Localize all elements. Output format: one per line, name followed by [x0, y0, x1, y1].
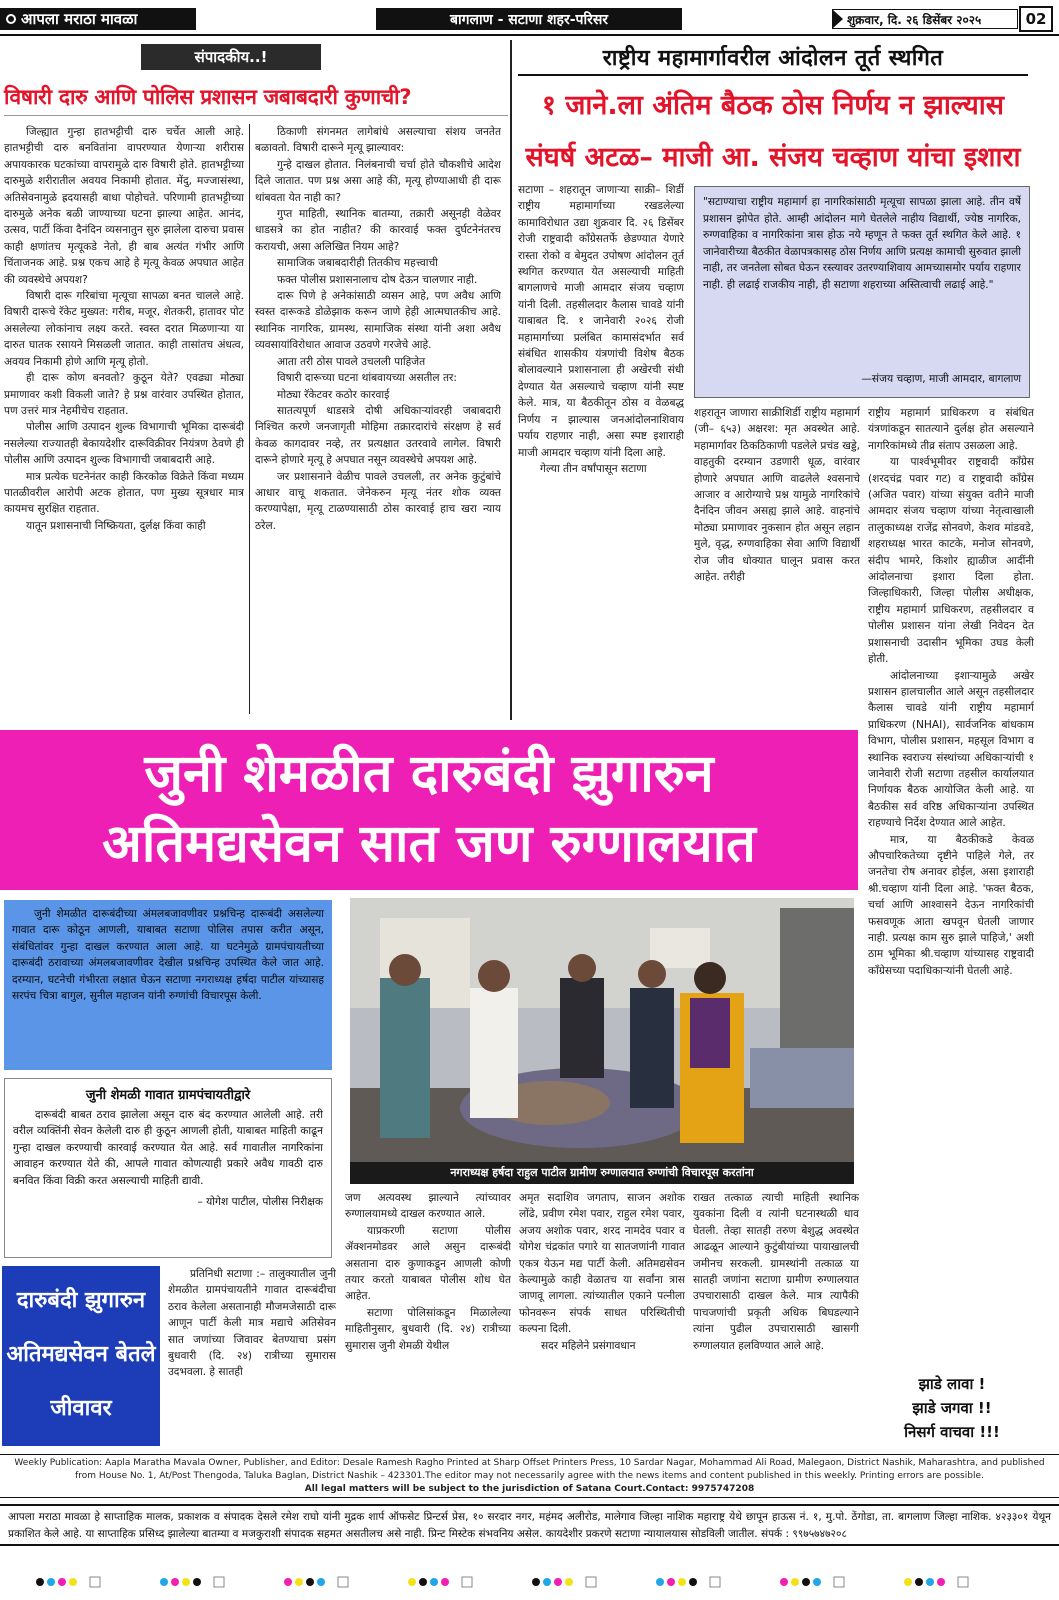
paragraph: यातून प्रशासनाची निष्क्रियता, दुर्लक्ष किंवा काही — [26, 519, 206, 532]
intro-text: जुनी शेमळीत दारूबंदीच्या अंमलबजावणीवर प्रश्नचिन्ह दारूबंदी असलेल्या गावात दारू कोठून आणली, याबाबत सटाणा पोलिस तपास करीत असून, संबंधितांवर गुन्हा दाखल करण्यात आला आहे. या घटनेमुळे ग्रामपंचायतीच्या दारूबंदी ठरावाच्या अंमलबजावणीवर देखील प्रश्नचिन्ह उपस्थित केले जात आहे. दरम्यान, घटनेची गंभीरता लक्षात घेऊन सटाणा नगराध्यक्ष हर्षदा पाटील यांच्यासह सरपंच चित्रा बागुल, सुनील महाजन यांनी रुग्णांची विचारपूस केली. — [12, 908, 324, 1003]
editorial-col-2 — [255, 124, 501, 704]
registration-dot — [667, 1578, 675, 1586]
paragraph: जर प्रशासनाने वेळीच पावले उचलली, तर अनेक कुटुंबांचे आधार वाचू शकतात. जेनेकरुन मृत्यू नंतर शोक व्यक्त करण्यापेक्षा, मृत्यू टाळण्यासाठी ठोस कारवाई हाच खरा न्याय ठरेल. — [255, 470, 501, 532]
registration-dot — [937, 1578, 945, 1586]
registration-dot — [295, 1578, 303, 1586]
editorial-col-1 — [4, 124, 244, 719]
arrow-icon — [833, 10, 843, 28]
registration-dot — [565, 1578, 573, 1586]
liquor-col-c — [519, 1190, 685, 1448]
section-divider — [510, 40, 512, 720]
paragraph: शहरातून जाणारा साक्रीशिर्डी राष्ट्रीय महामार्ग (जी– ६५३) अक्षरश: मृत अवस्थेत आहे. महामार्गावर ठिकठिकाणी पडलेले प्रचंड खड्डे, वाहतुकी दरम्यान उडणारी धूळ, वारंवार होणारे अपघात आणि वाढलेले श्वसनाचे आजार व आरोग्याचे प्रश्न यामुळे नागरिकांचे दैनंदिन जीवन असह्य झाले आहे. वाहनांचे मोठ्या प्रमाणावर नुकसान होत असून लहान मुले, वृद्ध, रुग्णवाहिका सेवा आणि विद्यार्थी रोज जीव धोक्यात घालून प्रवास करत आहेत. तरीही — [694, 407, 860, 584]
paragraph: ठिकाणी संगनमत लागेबांधे असल्याचा संशय जनतेत बळावतो. विषारी दारूने मृत्यू झाल्यावर: — [255, 126, 501, 155]
editorial-label: संपादकीय..! — [141, 44, 321, 70]
registration-dot — [689, 1578, 697, 1586]
registration-square — [338, 1577, 348, 1587]
registration-dot — [543, 1578, 551, 1586]
paragraph: फक्त पोलीस प्रशासनालाच दोष देऊन चालणार नाही. — [277, 273, 478, 286]
paragraph: विषारी दारू गरिबांचा मृत्यूचा सापळा बनत चालले आहे. विषारी दारूचे रॅकेट मुख्यत: गरीब, मजूर, शेतकरी, हातावर पोट असलेल्या लोकांनाच लक्ष्य करते. स्वस्त दरात मिळणाऱ्या या दारुत घातक रसायने मिसळली जातात. काही तासांतच अंधत्व, अवयव निकामी होणे आणि मृत्यू होतो. — [4, 290, 244, 368]
registration-dot — [678, 1578, 686, 1586]
liquor-col-d — [693, 1190, 859, 1448]
paragraph: अमृत सदाशिव जगताप, साजन अशोक लोंढे, प्रवीण रमेश पवार, राहुल रमेश पवार, अजय अशोक पवार, शरद नामदेव पवार व योगेश चंद्रकांत पगारे या सातजणांनी गावात एकत्र येऊन मद्य पार्टी केली. अतिमद्यसेवन केल्यामुळे काही वेळातच या सर्वांना त्रास जाणवू लागला. त्यांच्यातील एकाने पत्नीला फोनवरून संपर्क साधत परिस्थितीची कल्पना दिली. — [519, 1192, 685, 1336]
highway-headline-1: १ जाने.ला अंतिम बैठक ठोस निर्णय न झाल्यास — [541, 90, 1005, 121]
registration-dot — [171, 1578, 179, 1586]
paragraph: ही दारू कोण बनवतो? कुठून येते? एवढ्या मोठ्या प्रमाणावर कशी विकली जाते? हे प्रश्न वारंवार उपस्थित होतात, पण उत्तरं मात्र नेहमीचेच राहतात. — [4, 372, 244, 417]
registration-dot — [915, 1578, 923, 1586]
paragraph: दारू पिणे हे अनेकांसाठी व्यसन आहे, पण अवैध आणि स्वस्त दारूकडे डोळेझाक करून जाणे हेही आत्मघातकीच आहे. स्थानिक नागरिक, ग्रामस्थ, सामाजिक संस्था यांनी अशा अवैध व्यवसायांविरोधात आवाज उठवणे गरजेचे आहे. — [255, 290, 501, 352]
side-headline: दारुबंदी झुगारुन अतिमद्यसेवन बेतले जीवावर — [2, 1266, 160, 1446]
highway-col-1 — [518, 182, 684, 722]
paragraph: आता तरी ठोस पावले उचलली पाहिजेत — [277, 355, 426, 368]
registration-dot — [802, 1578, 810, 1586]
registration-dot — [904, 1578, 912, 1586]
paragraph: आंदोलनाच्या इशाऱ्यामुळे अखेर प्रशासन हालचालीत आले असून तहसीलदार कैलास चावडे यांनी राष्ट्रीय महामार्ग प्राधिकरण (NHAI), सार्वजनिक बांधकाम विभाग, पोलीस प्रशासन, महसूल विभाग व स्थानिक स्वराज्य संस्थांच्या अधिकाऱ्यांची १ जानेवारी रोजी सटाणा तहसील कार्यालयात निर्णायक बैठक आयोजित केली आहे. या बैठकीस सर्व वरिष्ठ अधिकाऱ्यांना उपस्थित राहण्याचे निर्देश देण्यात आले आहेत. — [868, 669, 1034, 830]
paragraph: राखत तत्काळ त्याची माहिती स्थानिक युवकांना दिली व त्यांनी घटनास्थळी धाव घेतली. तेव्हा सातही तरुण बेशुद्ध अवस्थेत आढळून आल्याने कुटुंबीयांच्या पायाखालची जमीनच सरकली. ग्रामस्थांनी तत्काळ या सातही जणांना सटाणा ग्रामीण रुग्णालयात उपचारासाठी दाखल केले. मात्र त्यापैकी पाचजणांची प्रकृती अधिक बिघडल्याने त्यांना पुढील उपचारासाठी खासगी रुग्णालयात हलविण्यात आले आहे. — [693, 1192, 859, 1352]
police-notice-box — [4, 1078, 332, 1258]
banner-line-1: जुनी शेमळीत दारुबंदी झुगारुन — [144, 744, 714, 804]
paragraph: गुन्हे दाखल होतात. निलंबनाची चर्चा होते चौकशीचे आदेश दिले जातात. पण प्रश्न असा आहे की, मृत्यू होण्याआधी ही दारू थांबवता येत नाही का? — [255, 158, 501, 204]
registration-dot — [430, 1578, 438, 1586]
slogan-line: झाडे जगवा !! — [912, 1399, 992, 1417]
highway-col-2 — [694, 405, 860, 725]
imprint-marathi: आपला मराठा मावळा हे साप्ताहिक मालक, प्रकाशक व संपादक देसले रमेश राघो यांनी मुद्रक शार्प ऑफसेट प्रिन्टर्स प्रेस, १० सरदार नगर, महंमद अलीरोड, मालेगाव जिल्हा नाशिक महाराष्ट्र येथे छापून हाऊस नं. १, मु.पो. ठेंगोडा, ता. बागलाण जिल्हा नाशिक. ४२३३०१ येथून प्रकाशित केले आहे. या साप्ताहिक प्रसिध्द झालेल्या बातम्या व मजकुराशी संपादक सहमत असतीलच असे नाही. प्रिन्ट मिस्टेक संभवनिय असेल. कायदेशीर प्रकरणे सटाणा न्यायालयास सोडविली जातील. संपर्क : ९९७५७४७२०८ — [0, 1504, 1059, 1546]
masthead-icon — [6, 14, 16, 24]
paragraph: सटाणा पोलिसांकडून मिळालेल्या माहितीनुसार, बुधवारी (दि. २४) रात्रीच्या सुमारास जुनी शेमळी येथील — [345, 1306, 511, 1352]
registration-dot — [47, 1578, 55, 1586]
highway-kicker: राष्ट्रीय महामार्गावरील आंदोलन तूर्त स्थगित — [518, 42, 1028, 76]
paragraph: जण अत्यवस्थ झाल्याने त्यांच्यावर रुग्णालयामध्ये दाखल करण्यात आले. — [345, 1192, 511, 1221]
registration-square — [710, 1577, 720, 1587]
registration-dot — [58, 1578, 66, 1586]
registration-dot — [69, 1578, 77, 1586]
paragraph: सदर महिलेने प्रसंगावधान — [541, 1339, 636, 1352]
registration-dot — [408, 1578, 416, 1586]
headline-banner — [0, 730, 858, 890]
registration-dot — [554, 1578, 562, 1586]
registration-dot — [656, 1578, 664, 1586]
section-label: बागलाण - सटाणा शहर-परिसर — [376, 8, 682, 30]
registration-dot — [791, 1578, 799, 1586]
registration-square — [958, 1577, 968, 1587]
masthead-text: आपला मराठा मावळा — [21, 10, 138, 28]
paragraph: या पार्श्वभूमीवर राष्ट्रवादी कॉंग्रेस (शरदचंद्र पवार गट) व राष्ट्रवादी कॉंग्रेस (अजित पवार) यांच्या संयुक्त वतीने माजी आमदार संजय चव्हाण यांच्या नेतृत्वाखाली तालुकाध्यक्ष राजेंद्र सोनवणे, केशव मांडवडे, शहराध्यक्ष भारत काटके, मनोज सोनवणे, संदीप भामरे, किशोर ह्याळीज आदींनी आंदोलनाचा इशारा दिला होता. जिल्हाधिकारी, जिल्हा पोलीस अधीक्षक, राष्ट्रीय महामार्ग प्राधिकरण, तहसीलदार व पोलीस प्रशासन यांना लेखी निवेदन देत प्रशासनाची उदासीन भूमिका उघड केली होती. — [868, 456, 1034, 666]
paragraph: गेल्या तीन वर्षांपासून सटाणा — [540, 462, 647, 475]
registration-dot — [193, 1578, 201, 1586]
quote-box — [694, 186, 1030, 398]
imprint-english — [0, 1454, 1059, 1498]
registration-dot — [441, 1578, 449, 1586]
highway-headline-2: संघर्ष अटळ– माजी आ. संजय चव्हाण यांचा इशारा — [525, 142, 1021, 173]
paragraph: मात्र प्रत्येक घटनेनंतर काही किरकोळ विक्रेते किंवा मध्यम पातळीवरील आरोपी अटक होतात, पण मुख्य सूत्रधार मात्र कायमच सुरक्षित राहतात. — [4, 470, 244, 516]
highway-col-3 — [868, 405, 1034, 1435]
notice-title: जुनी शेमळी गावात ग्रामपंचायतीद्वारे — [85, 1088, 251, 1103]
column-divider — [249, 124, 250, 714]
paragraph: पोलीस आणि उत्पादन शुल्क विभागाची भूमिका दारूबंदी नसलेल्या राज्यातही बेकायदेशीर दारूविक्रीवर नियंत्रण ठेवणे ही पोलीस आणि उत्पादन शुल्क विभागाची जबाबदारी आहे. — [4, 421, 244, 467]
issue-date — [832, 9, 1018, 29]
paragraph: मात्र, या बैठकीकडे केवळ औपचारिकतेच्या दृष्टीने पाहिले गेले, तर जनतेचा रोष अनावर होईल, असा इशाराही श्री.चव्हाण यांनी दिला आहे. 'फक्त बैठक, चर्चा आणि आश्वासने देऊन नागरिकांची फसवणूक आता खपवून घेतली जाणार नाही. प्रत्यक्ष काम सुरु झाले पाहिजे,' अशी ठाम भूमिका श्री.चव्हाण यांच्यासह राष्ट्रवादी कॉंग्रेसच्या पदाधिकाऱ्यांनी घेतली आहे. — [868, 833, 1034, 977]
registration-square — [586, 1577, 596, 1587]
notice-sign: – योगेश पाटील, पोलीस निरीक्षक — [197, 1196, 323, 1209]
registration-dot — [813, 1578, 821, 1586]
slogan-line: झाडे लावा ! — [918, 1375, 986, 1393]
paragraph: याप्रकरणी सटाणा पोलीस ॲक्शनमोडवर आले असुन दारूबंदी असताना दारु कुणाकडून आणली कोणी तयार करतो याबाबत पोलीस शोध घेत आहेत. — [345, 1224, 511, 1303]
print-registration-strip — [0, 1548, 1059, 1600]
imprint-english-text: Weekly Publication: Aapla Maratha Mavala Owner, Publisher, and Editor: Desale Ramesh Ragho Printed at Sharp Offset Printers Press, 10 Sardar Nagar, Mohammad Ali Road, Malegaon, District Nashik, Maharashtra, and published from House No. 1, At/Post Thengoda, Taluka Baglan, District Nashik – 423301.The editor may not necessarily agree with the news items and content published in this weekly. Printing errors are possible. — [14, 1458, 1045, 1481]
registration-dot — [160, 1578, 168, 1586]
registration-dot — [926, 1578, 934, 1586]
intro-box — [4, 900, 332, 1070]
page-header — [0, 0, 1059, 36]
notice-text: दारूबंदी बाबत ठराव झालेला असून दारु बंद करण्यात आलेली आहे. तरी वरील व्यक्तिंनी सेवन केलेली दारु ही कुठून आणली होती, याबाबत माहिती काढून गुन्हा दाखल करण्याची कारवाई करण्यात येत आहे. सर्व गावातील नागरिकांना आवाहन करण्यात येते की, आपले गावात कोणत्याही प्रकारे अवैध गावठी दारु बनवित किंवा विक्री करत असल्याची माहिती द्यावी. — [13, 1109, 323, 1187]
registration-square — [214, 1577, 224, 1587]
registration-dot — [532, 1578, 540, 1586]
paragraph: सामाजिक जबाबदारीही तितकीच महत्त्वाची — [277, 257, 438, 270]
masthead-label — [0, 8, 196, 30]
issue-date-text: शुक्रवार, दि. २६ डिसेंबर २०२५ — [847, 12, 982, 27]
paragraph: सटाणा – शहरातून जाणाऱ्या साक्री– शिर्डी राष्ट्रीय महामार्गाच्या रखडलेल्या कामाविरोधात उद्या शुक्रवार दि. २६ डिसेंबर रोजी राष्ट्रवादी कॉंग्रेसतर्फे छेडण्यात येणारे रास्ता रोको व बेमुदत उपोषण आंदोलन तूर्त स्थगित करण्यात येत असल्याची माहिती बागलाणचे माजी आमदार संजय चव्हाण यांनी दिली. तहसीलदार कैलास चावडे यांनी याबाबत दि. १ जानेवारी २०२६ रोजी महामार्गाच्या प्रलंबित कामासंदर्भात सर्व संबंधित शासकीय यंत्रणांची विशेष बैठक बोलावल्याने प्रशासनाला ही अखेरची संधी देण्यात येत असल्याचे चव्हाण यांनी स्पष्ट केले. मात्र, या बैठकीतून ठोस व वेळबद्ध निर्णय न झाल्यास जनआंदोलनाशिवाय पर्याय राहणार नाही, असा स्पष्ट इशाराही माजी आमदार चव्हाण यांनी दिला आहे. — [518, 184, 684, 459]
liquor-col-a — [168, 1266, 336, 1446]
hospital-photo — [350, 898, 854, 1162]
paragraph: राष्ट्रीय महामार्ग प्राधिकरण व संबंधित यंत्रणांकडून सातत्याने दुर्लक्ष होत असल्याने नागरिकांमध्ये तीव्र संताप उसळला आहे. — [868, 407, 1034, 452]
slogan-box — [868, 1372, 1036, 1450]
paragraph: जिल्ह्यात गुन्हा हातभट्टीची दारु चर्चेत आली आहे. हातभट्टीची दारु बनवितांना वापरण्यात येणाऱ्या शरीरास अपायकारक घटकांच्या वापरामुळे दारु विषारी होते. हातभट्टीच्या दारुमुळे शरीरातील अवयव निकामी होतात. मेंदु, मज्जासंस्था, अतिसेवनामुळे ह्रदयासही बाधा पोहोचते. परिणामी हातभट्टीच्या दारुमुळे अनेक बळी जाण्याच्या घटना झाल्या आहेत. आनंद, उत्सव, पार्टी किंवा दैनंदिन व्यसनातुन सुरु झालेला दारुचा प्रवास काही क्षणांतच मृत्यूकडे नेतो, ही बाब अत्यंत गंभीर आणि चिंताजनक आहे. प्रश्न एकच आहे हे मृत्यू केवळ अपघात आहेत की व्यवस्थेचे अपयश? — [4, 126, 244, 286]
registration-square — [462, 1577, 472, 1587]
registration-dot — [36, 1578, 44, 1586]
liquor-col-b — [345, 1190, 511, 1448]
paragraph: मोठ्या रॅकेटवर कठोर कारवाई — [277, 388, 390, 401]
slogan-line: निसर्ग वाचवा !!! — [904, 1423, 1000, 1441]
registration-square — [90, 1577, 100, 1587]
hospital-photo-image — [350, 898, 854, 1162]
editorial-title: विषारी दारु आणि पोलिस प्रशासन जबाबदारी कुणाची? — [4, 78, 508, 116]
page-number: 02 — [1019, 6, 1053, 32]
imprint-legal: All legal matters will be subject to the jurisdiction of Satana Court.Contact: 9975747208 — [304, 1484, 755, 1494]
paragraph: सातत्यपूर्ण धाडसत्रे दोषी अधिकाऱ्यांवरही जबाबदारी निश्चित करणे जनजागृती मोहिमा तक्रारदारांचे संरक्षण हे सर्व केवळ कागदावर नव्हे, तर प्रत्यक्षात उतरवावे लागेल. विषारी दारूने होणारे मृत्यू हे अपघात नसून व्यवस्थेचे अपयश आहे. — [255, 404, 501, 467]
quote-text: "सटाण्याचा राष्ट्रीय महामार्ग हा नागरिकांसाठी मृत्यूचा सापळा झाला आहे. तीन वर्षे प्रशासन झोपेत होते. आम्ही आंदोलन मागे घेतलेले नाहीय विद्यार्थी, ज्येष्ठ नागरिक, रुग्णवाहिका व नागरिकांना त्रास होऊ नये म्हणून ते फक्त तूर्त स्थगित केले आहे. १ जानेवारीच्या बैठकीत वेळापत्रकासह ठोस निर्णय आणि प्रत्यक्ष कामाची सुरुवात झाली नाही, तर जनतेला सोबत घेऊन रस्त्यावर उतरण्याशिवाय आमच्यासमोर पर्याय राहणार नाही. ही लढाई राजकीय नाही, ही सटाणा शहराच्या अस्तित्वाची लढाई आहे." — [703, 196, 1021, 291]
registration-dot — [306, 1578, 314, 1586]
registration-dot — [284, 1578, 292, 1586]
registration-dot — [182, 1578, 190, 1586]
banner-line-2: अतिमद्यसेवन सात जण रुग्णालयात — [102, 814, 756, 874]
paragraph: गुप्त माहिती, स्थानिक बातम्या, तक्रारी असूनही वेळेवर धाडसत्रे का होत नाहीत? की कारवाई फक्त दुर्घटनेनंतरच करायची, असा अलिखित नियम आहे? — [255, 208, 501, 253]
paragraph: विषारी दारूच्या घटना थांबवायच्या असतील तर: — [277, 372, 457, 385]
registration-square — [834, 1577, 844, 1587]
registration-dot — [317, 1578, 325, 1586]
registration-dot — [780, 1578, 788, 1586]
quote-byline: —संजय चव्हाण, माजी आमदार, बागलाण — [861, 373, 1021, 385]
photo-caption: नगराध्यक्ष हर्षदा राहुल पाटील ग्रामीण रुग्णालयात रुग्णांची विचारपूस करतांना — [350, 1162, 854, 1184]
paragraph: प्रतिनिधी सटाणा :– तालुक्यातील जुनी शेमळीत ग्रामपंचायतीने गावात दारूबंदीचा ठराव केलेला असतानाही मौजमजेसाठी दारू आणून पार्टी केली मात्र मद्याचे अतिसेवन सात जणांच्या जिवावर बेतण्याचा प्रसंग बुधवारी (दि. २४) रात्रीच्या सुमारास उदभवला. हे सातही — [168, 1268, 336, 1379]
registration-dot — [419, 1578, 427, 1586]
